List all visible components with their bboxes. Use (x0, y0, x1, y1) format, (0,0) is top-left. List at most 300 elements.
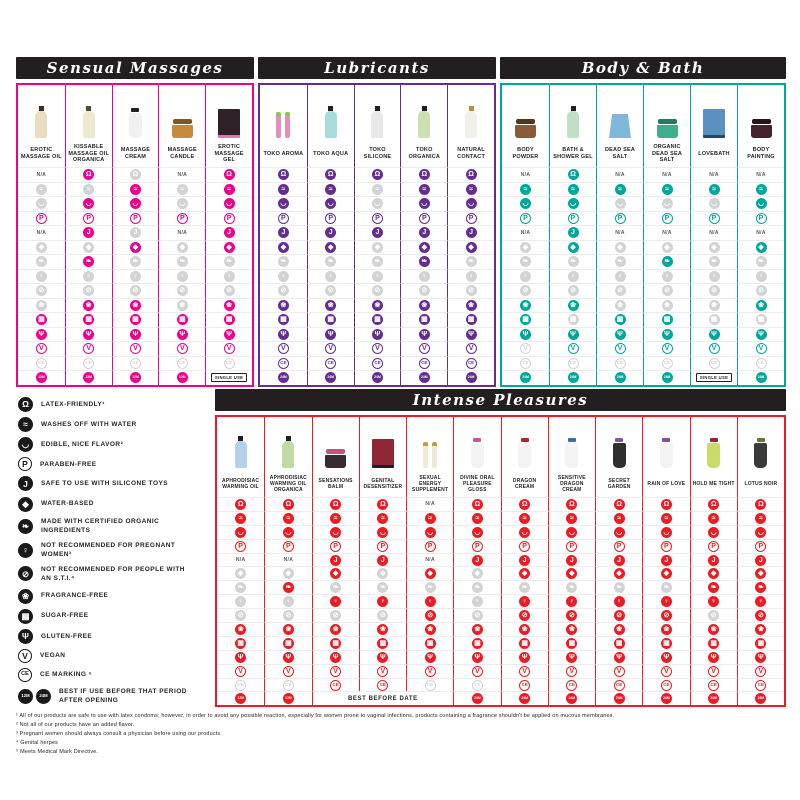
washes-off-with-water-cell (690, 511, 737, 525)
vegan-cell (205, 341, 252, 356)
water-based-icon: ◆ (756, 242, 767, 253)
latex-friendly-cell (501, 497, 548, 511)
safe-with-silicone-toys-na-label: N/A (709, 229, 719, 236)
ce-marking-icon-disabled: CE (83, 358, 94, 369)
best-before-period-icon: 24M (466, 372, 477, 383)
edible-nice-flavor-icon: ◡ (283, 527, 294, 538)
not-for-people-with-sti-icon-disabled: ⊘ (325, 285, 336, 296)
not-for-pregnant-women-cell (447, 269, 494, 284)
edible-nice-flavor-cell (264, 525, 311, 539)
latex-friendly-cell (549, 167, 596, 182)
gluten-free-cell (112, 327, 159, 342)
safe-with-silicone-toys-icon: J (708, 555, 719, 566)
footnote-line: ¹ All of our products are safe to use with latex condoms; however, in order to avoid any possible reaction, especially for women prone to vaginal infections, products containing a fragrance shouldn't be applied on mucous membranes. (16, 713, 615, 719)
edible-nice-flavor-icon: ◡ (419, 198, 430, 209)
washes-off-with-water-cell (264, 511, 311, 525)
fragrance-free-cell (158, 298, 205, 313)
product-name: DRAGON CREAM (501, 471, 548, 497)
not-for-people-with-sti-cell (112, 283, 159, 298)
ce-marking-icon: CE (614, 680, 625, 691)
vegan-cell (65, 341, 112, 356)
not-for-pregnant-women-cell (205, 269, 252, 284)
fragrance-free-cell (502, 298, 549, 313)
not-for-people-with-sti-cell (18, 283, 65, 298)
washes-off-with-water-icon: ≈ (278, 184, 289, 195)
gluten-free-cell (737, 650, 784, 664)
single-use-label: SINGLE USE (211, 373, 247, 382)
paraben-free-cell (260, 211, 307, 226)
safe-with-silicone-toys-cell (406, 553, 453, 567)
water-based-icon-disabled: ◆ (377, 568, 388, 579)
gluten-free-icon: Ψ (756, 329, 767, 340)
ce-marking-cell (643, 356, 690, 371)
vegan-cell (595, 664, 642, 678)
not-for-pregnant-women-cell (158, 269, 205, 284)
gluten-free-icon: Ψ (278, 329, 289, 340)
product-image-cell (406, 417, 453, 471)
paraben-free-icon: P (709, 213, 720, 224)
paraben-free-cell (65, 211, 112, 226)
ce-marking-cell (264, 678, 311, 692)
not-for-people-with-sti-cell (596, 283, 643, 298)
latex-friendly-icon: Ω (472, 499, 483, 510)
safe-with-silicone-toys-icon: J (83, 227, 94, 238)
section-title: Body & Bath (581, 59, 705, 77)
gluten-free-cell (453, 650, 500, 664)
safe-with-silicone-toys-cell (447, 225, 494, 240)
vegan-icon: V (325, 343, 336, 354)
not-for-pregnant-women-cell (501, 594, 548, 608)
edible-nice-flavor-icon: ◡ (235, 527, 246, 538)
safe-with-silicone-toys-cell (453, 553, 500, 567)
water-based-cell (205, 240, 252, 255)
not-for-people-with-sti-icon: ⊘ (614, 610, 625, 621)
washes-off-with-water-icon: ≈ (472, 513, 483, 524)
latex-friendly-icon: Ω (325, 169, 336, 180)
safe-with-silicone-toys-na-label: N/A (615, 229, 625, 236)
certified-organic-cell (690, 254, 737, 269)
product-image-cell (264, 417, 311, 471)
best-before-period-cell (643, 370, 690, 385)
certified-organic-cell (406, 580, 453, 594)
gluten-free-cell (595, 650, 642, 664)
not-for-pregnant-women-icon-disabled: ♀ (466, 271, 477, 282)
sugar-free-cell (217, 636, 264, 650)
not-for-people-with-sti-cell (158, 283, 205, 298)
product-image-cell (596, 85, 643, 141)
legend-icons (18, 417, 33, 432)
not-for-pregnant-women-icon-disabled: ♀ (224, 271, 235, 282)
best-before-period-icon: 12M (235, 693, 246, 704)
product-image-cell (690, 417, 737, 471)
not-for-people-with-sti-icon-disabled: ⊘ (662, 285, 673, 296)
safe-with-silicone-toys-cell (595, 553, 642, 567)
washes-off-with-water-icon: ≈ (615, 184, 626, 195)
not-for-pregnant-women-cell (595, 594, 642, 608)
edible-nice-flavor-cell (548, 525, 595, 539)
water-based-cell (400, 240, 447, 255)
product-image-cell (737, 85, 784, 141)
best-before-period-cell (690, 370, 737, 385)
water-based-icon: ◆ (419, 242, 430, 253)
sugar-free-cell (690, 312, 737, 327)
sugar-free-cell (400, 312, 447, 327)
not-for-people-with-sti-cell (406, 608, 453, 622)
ce-marking-icon-disabled: CE (662, 358, 673, 369)
certified-organic-cell (549, 254, 596, 269)
paraben-free-icon: P (83, 213, 94, 224)
best-before-period-icon: 24M (472, 693, 483, 704)
safe-with-silicone-toys-icon: J (566, 555, 577, 566)
paraben-free-icon: P (278, 213, 289, 224)
latex-friendly-icon: Ω (661, 499, 672, 510)
fragrance-free-icon-disabled: ❀ (662, 300, 673, 311)
legend-label: CE MARKING ⁵ (40, 671, 93, 679)
safe-with-silicone-toys-cell (217, 553, 264, 567)
not-for-people-with-sti-icon: ⊘ (519, 610, 530, 621)
paraben-free-icon: P (614, 541, 625, 552)
product-feature-table (215, 415, 786, 707)
certified-organic-icon-disabled: ❧ (235, 582, 246, 593)
certified-organic-cell (595, 580, 642, 594)
product-image (613, 438, 626, 468)
ce-marking-cell (65, 356, 112, 371)
ce-marking-icon: CE (278, 358, 289, 369)
legend-label: VEGAN (40, 652, 66, 660)
product-image (754, 438, 767, 468)
legend-icons (18, 629, 33, 644)
sugar-free-cell (158, 312, 205, 327)
not-for-pregnant-women-cell (737, 594, 784, 608)
not-for-people-with-sti-cell (502, 283, 549, 298)
vegan-icon: V (83, 343, 94, 354)
vegan-cell (737, 664, 784, 678)
section-title-bar (16, 57, 254, 79)
certified-organic-icon: ❧ (755, 582, 766, 593)
ce-marking-cell (502, 356, 549, 371)
water-based-icon: ◆ (330, 568, 341, 579)
not-for-pregnant-women-icon: ♀ (661, 596, 672, 607)
paraben-free-icon: P (224, 213, 235, 224)
washes-off-with-water-icon: ≈ (709, 184, 720, 195)
fragrance-free-icon: ❀ (472, 624, 483, 635)
edible-nice-flavor-cell (690, 196, 737, 211)
water-based-icon-disabled: ◆ (709, 242, 720, 253)
latex-friendly-cell (596, 167, 643, 182)
ce-marking-icon-disabled: CE (709, 358, 720, 369)
ce-marking-cell (549, 356, 596, 371)
gluten-free-cell (549, 327, 596, 342)
legend-icons (18, 397, 33, 412)
paraben-free-cell (312, 539, 359, 553)
washes-off-with-water-icon: ≈ (224, 184, 235, 195)
latex-friendly-cell (643, 167, 690, 182)
certified-organic-icon-disabled: ❧ (566, 582, 577, 593)
product-feature-table (258, 83, 496, 387)
latex-friendly-icon: Ω (83, 169, 94, 180)
vegan-icon: V (519, 666, 530, 677)
vegan-cell (264, 664, 311, 678)
vegan-icon: V (130, 343, 141, 354)
washes-off-with-water-cell (595, 511, 642, 525)
paraben-free-cell (354, 211, 401, 226)
ce-marking-icon: CE (330, 680, 341, 691)
not-for-people-with-sti-cell (642, 608, 689, 622)
product-name: DIVINE ORAL PLEASURE GLOSS (453, 471, 500, 497)
not-for-people-with-sti-cell (260, 283, 307, 298)
certified-organic-cell (158, 254, 205, 269)
sugar-free-icon: ▦ (377, 638, 388, 649)
latex-friendly-cell (312, 497, 359, 511)
sugar-free-cell (453, 636, 500, 650)
water-based-icon: ◆ (566, 568, 577, 579)
not-for-people-with-sti-icon-disabled: ⊘ (372, 285, 383, 296)
latex-friendly-icon: Ω (708, 499, 719, 510)
ce-marking-icon-disabled: CE (36, 358, 47, 369)
washes-off-with-water-cell (548, 511, 595, 525)
washes-off-with-water-icon: ≈ (614, 513, 625, 524)
product-image-cell (65, 85, 112, 141)
washes-off-with-water-icon-disabled: ≈ (177, 184, 188, 195)
fragrance-free-icon: ❀ (520, 300, 531, 311)
certified-organic-cell (312, 580, 359, 594)
latex-friendly-na-label: N/A (36, 171, 47, 178)
section-intense-pleasures (215, 389, 786, 707)
not-for-pregnant-women-cell (217, 594, 264, 608)
washes-off-with-water-icon: ≈ (235, 513, 246, 524)
paraben-free-cell (548, 539, 595, 553)
certified-organic-cell (18, 254, 65, 269)
latex-friendly-icon: Ω (283, 499, 294, 510)
sugar-free-cell (502, 312, 549, 327)
best-before-period-icon: 12M (36, 372, 47, 383)
washes-off-with-water-icon-disabled: ≈ (372, 184, 383, 195)
product-image-cell (642, 417, 689, 471)
latex-friendly-cell (112, 167, 159, 182)
edible-nice-flavor-cell (158, 196, 205, 211)
latex-friendly-na-label: N/A (177, 171, 188, 178)
vegan-icon: V (472, 666, 483, 677)
latex-friendly-cell (65, 167, 112, 182)
edible-nice-flavor-cell (447, 196, 494, 211)
best-before-date-label: BEST BEFORE DATE (347, 695, 418, 702)
ce-marking-icon: CE (519, 680, 530, 691)
vegan-icon: V (224, 343, 235, 354)
not-for-people-with-sti-icon: ⊘ (755, 610, 766, 621)
not-for-pregnant-women-icon-disabled: ♀ (756, 271, 767, 282)
ce-marking-icon: CE (661, 680, 672, 691)
washes-off-with-water-cell (307, 182, 354, 197)
safe-with-silicone-toys-cell (112, 225, 159, 240)
edible-nice-flavor-cell (205, 196, 252, 211)
ce-marking-icon: CE (755, 680, 766, 691)
fragrance-free-icon: ❀ (278, 300, 289, 311)
washes-off-with-water-icon: ≈ (425, 513, 436, 524)
certified-organic-icon-disabled: ❧ (709, 256, 720, 267)
legend-item-vegan (18, 649, 216, 663)
latex-friendly-cell (359, 497, 406, 511)
gluten-free-cell (548, 650, 595, 664)
product-image-cell (447, 85, 494, 141)
sugar-free-icon: ▦ (372, 314, 383, 325)
ce-marking-cell (501, 678, 548, 692)
sugar-free-cell (595, 636, 642, 650)
product-image (83, 106, 95, 138)
product-image-cell (502, 85, 549, 141)
legend-icons (18, 476, 33, 491)
product-name: TOKO SILICONE (354, 141, 401, 167)
latex-friendly-cell (264, 497, 311, 511)
water-based-cell (595, 566, 642, 580)
sugar-free-icon: ▦ (520, 314, 531, 325)
washes-off-with-water-cell (642, 511, 689, 525)
edible-nice-flavor-icon-disabled: ◡ (36, 198, 47, 209)
safe-with-silicone-toys-cell (643, 225, 690, 240)
not-for-pregnant-women-icon: ♀ (18, 543, 33, 558)
not-for-people-with-sti-cell (312, 608, 359, 622)
safe-with-silicone-toys-icon: J (568, 227, 579, 238)
best-before-period-icon: 24M (661, 693, 672, 704)
product-name: SEXUAL ENERGY SUPPLEMENT (406, 471, 453, 497)
sugar-free-cell (737, 312, 784, 327)
best-before-period-cell (112, 370, 159, 385)
not-for-pregnant-women-icon-disabled: ♀ (419, 271, 430, 282)
not-for-pregnant-women-cell (502, 269, 549, 284)
legend-label: FRAGRANCE-FREE (41, 592, 109, 600)
section-title-bar (258, 57, 496, 79)
certified-organic-cell (596, 254, 643, 269)
gluten-free-icon: Ψ (472, 652, 483, 663)
product-image (703, 109, 725, 138)
legend-item-safe-with-silicone-toys (18, 476, 216, 491)
paraben-free-cell (595, 539, 642, 553)
gluten-free-cell (312, 650, 359, 664)
sugar-free-icon: ▦ (614, 638, 625, 649)
paraben-free-icon: P (615, 213, 626, 224)
latex-friendly-cell (690, 167, 737, 182)
best-before-period-cell (260, 370, 307, 385)
washes-off-with-water-cell (406, 511, 453, 525)
ce-marking-cell (260, 356, 307, 371)
washes-off-with-water-icon: ≈ (566, 513, 577, 524)
gluten-free-cell (307, 327, 354, 342)
not-for-pregnant-women-cell (642, 594, 689, 608)
edible-nice-flavor-cell (643, 196, 690, 211)
product-name: DEAD SEA SALT (596, 141, 643, 167)
ce-marking-icon-disabled: CE (425, 680, 436, 691)
sugar-free-cell (548, 636, 595, 650)
edible-nice-flavor-cell (737, 196, 784, 211)
water-based-icon-disabled: ◆ (83, 242, 94, 253)
not-for-pregnant-women-cell (453, 594, 500, 608)
not-for-people-with-sti-icon-disabled: ⊘ (708, 610, 719, 621)
legend-icons (18, 668, 32, 682)
fragrance-free-icon: ❀ (235, 624, 246, 635)
ce-marking-cell (400, 356, 447, 371)
fragrance-free-icon: ❀ (377, 624, 388, 635)
legend-item-not-for-people-with-sti (18, 565, 216, 584)
paraben-free-icon: P (708, 541, 719, 552)
paraben-free-cell (596, 211, 643, 226)
latex-friendly-na-label: N/A (425, 501, 435, 508)
product-name: RAIN OF LOVE (642, 471, 689, 497)
fragrance-free-icon: ❀ (708, 624, 719, 635)
sugar-free-cell (642, 636, 689, 650)
certified-organic-icon-disabled: ❧ (425, 582, 436, 593)
best-before-period-icon: 24M (708, 693, 719, 704)
best-before-period-icon: 24M (519, 693, 530, 704)
fragrance-free-icon: ❀ (661, 624, 672, 635)
sugar-free-icon-disabled: ▦ (568, 314, 579, 325)
safe-with-silicone-toys-na-label: N/A (283, 557, 294, 563)
fragrance-free-cell (690, 298, 737, 313)
product-image-cell (400, 85, 447, 141)
product-image-cell (158, 85, 205, 141)
section-title: Lubricants (324, 59, 430, 77)
sugar-free-icon: ▦ (419, 314, 430, 325)
safe-with-silicone-toys-icon: J (419, 227, 430, 238)
paraben-free-icon: P (472, 541, 483, 552)
safe-with-silicone-toys-cell (737, 553, 784, 567)
water-based-cell (453, 566, 500, 580)
legend-item-best-before-period (18, 687, 216, 706)
edible-nice-flavor-icon: ◡ (568, 198, 579, 209)
edible-nice-flavor-icon-disabled: ◡ (177, 198, 188, 209)
not-for-pregnant-women-icon: ♀ (425, 596, 436, 607)
gluten-free-icon: Ψ (568, 329, 579, 340)
legend-label: MADE WITH CERTIFIED ORGANIC INGREDIENTS (41, 517, 160, 535)
edible-nice-flavor-icon: ◡ (18, 437, 33, 452)
washes-off-with-water-cell (400, 182, 447, 197)
best-before-period-cell (18, 370, 65, 385)
water-based-icon: ◆ (519, 568, 530, 579)
gluten-free-icon: Ψ (372, 329, 383, 340)
edible-nice-flavor-cell (596, 196, 643, 211)
vegan-cell (453, 664, 500, 678)
fragrance-free-cell (447, 298, 494, 313)
edible-nice-flavor-cell (406, 525, 453, 539)
edible-nice-flavor-icon: ◡ (566, 527, 577, 538)
not-for-pregnant-women-icon: ♀ (614, 596, 625, 607)
not-for-pregnant-women-cell (112, 269, 159, 284)
water-based-cell (18, 240, 65, 255)
edible-nice-flavor-cell (112, 196, 159, 211)
latex-friendly-cell (18, 167, 65, 182)
washes-off-with-water-cell (158, 182, 205, 197)
product-feature-table (500, 83, 786, 387)
ce-marking-cell (453, 678, 500, 692)
product-image (371, 106, 383, 138)
paraben-free-cell (737, 539, 784, 553)
gluten-free-icon: Ψ (330, 652, 341, 663)
paraben-free-icon: P (325, 213, 336, 224)
not-for-pregnant-women-cell (690, 594, 737, 608)
vegan-cell (260, 341, 307, 356)
not-for-people-with-sti-cell (354, 283, 401, 298)
sugar-free-icon: ▦ (18, 609, 33, 624)
sugar-free-icon: ▦ (708, 638, 719, 649)
water-based-icon: ◆ (18, 497, 33, 512)
vegan-cell (690, 341, 737, 356)
latex-friendly-icon: Ω (278, 169, 289, 180)
latex-friendly-icon: Ω (466, 169, 477, 180)
safe-with-silicone-toys-icon: J (472, 555, 483, 566)
legend-item-ce-marking (18, 668, 216, 682)
certified-organic-cell (447, 254, 494, 269)
vegan-cell (642, 664, 689, 678)
certified-organic-icon: ❧ (662, 256, 673, 267)
safe-with-silicone-toys-na-label: N/A (756, 229, 766, 236)
